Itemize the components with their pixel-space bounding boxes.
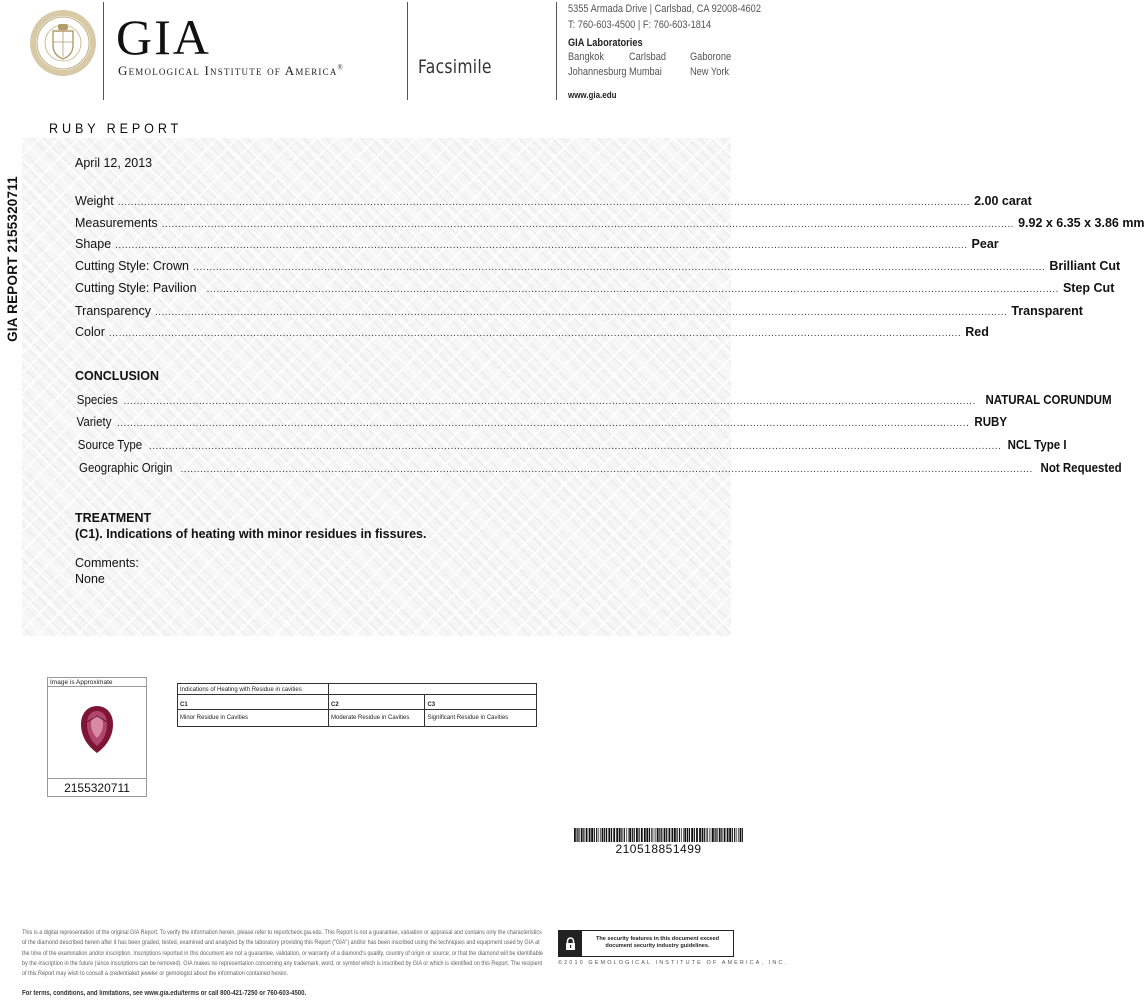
- property-row-cutting-crown: Cutting Style: Crown ..... Brilliant Cut: [75, 259, 716, 275]
- property-row-transparency: Transparency ..... Transparent: [75, 304, 716, 320]
- report-title: RUBY REPORT: [49, 120, 183, 136]
- barcode-bar: [639, 828, 640, 842]
- barcode-bar: [626, 828, 627, 842]
- treatment-code-c1: C1: [178, 695, 329, 710]
- barcode-bar: [611, 828, 612, 842]
- comments-value: None: [75, 572, 105, 586]
- barcode-bar: [628, 828, 629, 842]
- report-date: April 12, 2013: [75, 156, 153, 170]
- barcode-bar: [591, 828, 593, 842]
- terms-link[interactable]: For terms, conditions, and limitations, see www.gia.edu/terms or call 800-421-7250 or 760-603-4500.: [22, 990, 307, 997]
- side-report-number: GIA REPORT 2155320711: [5, 176, 20, 342]
- barcode-bar: [681, 828, 682, 842]
- barcode-bar: [712, 828, 714, 842]
- header-divider-2: [407, 2, 408, 100]
- barcode-bar: [577, 828, 578, 842]
- barcode-bar: [602, 828, 604, 842]
- barcode-bar: [621, 828, 622, 842]
- barcode-bar: [657, 828, 659, 842]
- barcode-bar: [651, 828, 652, 842]
- barcode-bar: [719, 828, 721, 842]
- barcode-bar: [721, 828, 722, 842]
- barcode-bar: [594, 828, 595, 842]
- barcode-bar: [711, 828, 712, 842]
- barcode-bar: [596, 828, 597, 842]
- header-divider-1: [103, 2, 104, 100]
- image-report-number: 2155320711: [48, 778, 146, 797]
- labs-title: GIA Laboratories: [568, 37, 643, 49]
- barcode-bar: [578, 828, 579, 842]
- treatment-table-blank: [329, 684, 537, 695]
- barcode-bar: [634, 828, 635, 842]
- lab-city: New York: [690, 66, 730, 78]
- property-row-color: Color ..... Red: [75, 325, 716, 341]
- security-notice-text: The security features in this document exceed document security industry guidelines.: [595, 936, 720, 949]
- barcode-bar: [583, 828, 584, 842]
- property-row-measurements: Measurements ..... 9.92 x 6.35 x 3.86 mm: [75, 216, 716, 232]
- barcode-bar: [624, 828, 625, 842]
- address-line: 5355 Armada Drive | Carlsbad, CA 92008-4602: [568, 3, 761, 15]
- lock-icon: [559, 931, 582, 956]
- barcode-bar: [599, 828, 600, 842]
- phone-line: T: 760-603-4500 | F: 760-603-1814: [568, 19, 712, 31]
- gia-logo-text: GIA: [116, 9, 211, 65]
- barcode-bar: [677, 828, 678, 842]
- conclusion-row-source-type: Source Type ..... NCL Type I: [75, 438, 716, 454]
- barcode-bar: [738, 828, 739, 842]
- barcode-bar: [649, 828, 650, 842]
- barcode-bar: [699, 828, 701, 842]
- image-caption: Image is Approximate: [48, 678, 146, 687]
- treatment-code-c3: C3: [425, 695, 537, 710]
- barcode-bar: [702, 828, 704, 842]
- security-notice-box: [558, 930, 734, 957]
- barcode-bar: [691, 828, 693, 842]
- barcode-bar: [689, 828, 690, 842]
- facsimile-label: Facsimile: [418, 56, 492, 78]
- barcode-bar: [604, 828, 605, 842]
- treatment-code-c2: C2: [329, 695, 425, 710]
- header-divider-3: [556, 2, 557, 100]
- treatment-description: (C1). Indications of heating with minor residues in fissures.: [75, 527, 427, 541]
- barcode-bar: [574, 828, 576, 842]
- barcode-bar: [581, 828, 583, 842]
- disclaimer-text: This is a digital representation of the original GIA Report. To verify the information herein, please refer to reportcheck.gia.edu. This Report is not a guarantee, valuation or appraisal and contains only the characteristics of the diamond described herein after it has been graded, tested, examined and analyzed by the laboratory providing this Report ("GIA") and/or has been inscribed using the techniques and equipment used by GIA at the time of the examination and/or inscription. Inscriptions reported in this document are not a guarantee, validation, or warranty of a diamond's quality, country of origin or source; or that the diamond will be identifiable by the inscription in the future (since inscriptions can be removed). GIA makes no representation concerning any trademark, word, or symbol which is inscribed by GIA or which is identified on this Report. The recipient of this Report may wish to consult a credentialed jeweler or gemologist about the information contained herein.: [22, 929, 543, 978]
- lab-city: Gaborone: [690, 51, 732, 63]
- conclusion-row-species: Species ..... NATURAL CORUNDUM: [75, 393, 716, 409]
- barcode-bar: [707, 828, 708, 842]
- barcode-bar: [716, 828, 717, 842]
- barcode-bar: [656, 828, 657, 842]
- barcode-bar: [644, 828, 646, 842]
- barcode-bar: [672, 828, 674, 842]
- barcode-bar: [664, 828, 666, 842]
- gem-image-box: [47, 677, 147, 797]
- barcode-bar: [589, 828, 591, 842]
- barcode-bar: [740, 828, 742, 842]
- barcode-bar: [674, 828, 676, 842]
- barcode: [574, 828, 743, 842]
- pear-ruby-image: [79, 704, 115, 754]
- conclusion-row-geographic-origin: Geographic Origin ..... Not Requested: [75, 461, 716, 477]
- property-row-shape: Shape ..... Pear: [75, 237, 716, 253]
- barcode-bar: [632, 828, 633, 842]
- barcode-bar: [694, 828, 695, 842]
- treatment-key-table: [177, 683, 537, 727]
- barcode-bar: [654, 828, 655, 842]
- barcode-bar: [641, 828, 643, 842]
- barcode-bar: [613, 828, 615, 842]
- barcode-bar: [629, 828, 631, 842]
- treatment-heading: TREATMENT: [75, 511, 152, 525]
- barcode-number: 210518851499: [615, 842, 702, 856]
- lab-city: Carlsbad: [629, 51, 666, 63]
- treatment-table-title: Indications of Heating with Residue in cavities: [178, 684, 329, 695]
- conclusion-row-variety: Variety ..... RUBY: [75, 415, 716, 431]
- barcode-bar: [724, 828, 726, 842]
- barcode-bar: [600, 828, 601, 842]
- barcode-bar: [727, 828, 729, 842]
- barcode-bar: [586, 828, 588, 842]
- treatment-desc-c2: Moderate Residue in Cavities: [329, 710, 425, 727]
- barcode-bar: [734, 828, 735, 842]
- barcode-bar: [715, 828, 716, 842]
- barcode-bar: [669, 828, 671, 842]
- gia-seal-logo: [29, 9, 97, 77]
- barcode-bar: [646, 828, 648, 842]
- barcode-bar: [709, 828, 710, 842]
- lab-city: Mumbai: [629, 66, 662, 78]
- copyright-text: ©2010 GEMOLOGICAL INSTITUTE OF AMERICA, INC.: [558, 960, 789, 966]
- barcode-bar: [742, 828, 743, 842]
- barcode-bar: [696, 828, 698, 842]
- property-row-cutting-pavilion: Cutting Style: Pavilion ..... Step Cut: [75, 281, 716, 297]
- barcode-bar: [679, 828, 680, 842]
- barcode-bar: [732, 828, 733, 842]
- barcode-bar: [659, 828, 660, 842]
- barcode-bar: [683, 828, 684, 842]
- treatment-desc-c1: Minor Residue in Cavities: [178, 710, 329, 727]
- conclusion-heading: CONCLUSION: [75, 369, 160, 383]
- barcode-bar: [729, 828, 731, 842]
- barcode-bar: [704, 828, 705, 842]
- barcode-bar: [737, 828, 738, 842]
- treatment-desc-c3: Significant Residue in Cavities: [425, 710, 537, 727]
- barcode-bar: [636, 828, 638, 842]
- barcode-bar: [616, 828, 618, 842]
- comments-label: Comments:: [75, 556, 139, 570]
- barcode-bar: [608, 828, 610, 842]
- barcode-bar: [684, 828, 686, 842]
- property-row-weight: Weight ..... 2.00 carat: [75, 194, 716, 210]
- lab-city: Johannesburg: [568, 66, 627, 78]
- lab-city: Bangkok: [568, 51, 604, 63]
- barcode-bar: [606, 828, 607, 842]
- website-link[interactable]: www.gia.edu: [568, 90, 617, 101]
- barcode-bar: [661, 828, 662, 842]
- barcode-bar: [666, 828, 667, 842]
- barcode-bar: [687, 828, 688, 842]
- barcode-bar: [619, 828, 621, 842]
- institute-name: Gemological Institute of America®: [118, 63, 345, 78]
